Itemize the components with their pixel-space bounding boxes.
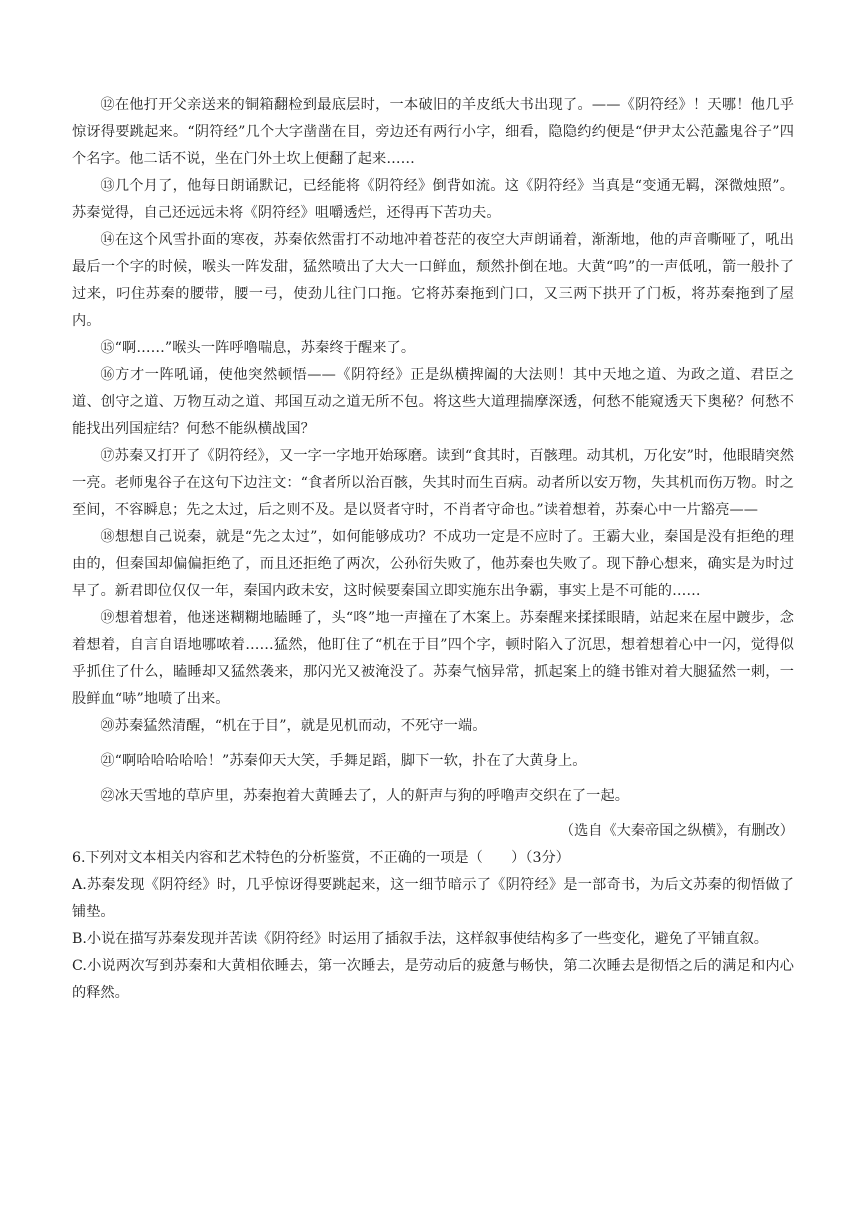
source-citation: （选自《大秦帝国之纵横》，有删改） [559,823,794,839]
paragraph-20: ⑳苏秦猛然清醒，“机在于目”，就是见机而动，不死守一端。 [100,718,487,734]
paragraph-22: ㉒冰天雪地的草庐里，苏秦抱着大黄睡去了，人的鼾声与狗的呼噜声交织在了一起。 [100,788,630,804]
paragraph-19: ⑲想着想着，他迷迷糊糊地瞌睡了，头“咚”地一声撞在了木案上。苏秦醒来揉揉眼睛，站起来在屋中踱步，念着想着，自言自语地哪哝着……猛然，他盯住了“机在于目”四个字，顿时陷入了沉思，想着想着心中一闪，觉得似乎抓住了什么，瞌睡却又猛然袭来，那闪光又被淹没了。苏秦气恼异常，抓起案上的缝书锥对着大腿猛然一刺，一股鲜血“哧”地喷了出来。 [72,610,794,707]
paragraph-21: ㉑“啊哈哈哈哈哈！”苏秦仰天大笑，手舞足蹈，脚下一软，扑在了大黄身上。 [100,753,587,769]
paragraph-13: ⑬几个月了，他每日朗诵默记，已经能将《阴符经》倒背如流。这《阴符经》当真是“变通无羁，深微烛照”。苏秦觉得，自己还远远未将《阴符经》咀嚼透烂，还得再下苦功夫。 [72,178,794,221]
document-page [72,92,794,1007]
paragraph-14: ⑭在这个风雪扑面的寒夜，苏秦依然雷打不动地冲着苍茫的夜空大声朗诵着，渐渐地，他的声音嘶哑了，吼出最后一个字的时候，喉头一阵发甜，猛然喷出了大大一口鲜血，颓然扑倒在地。大黄“呜”的一声低吼，箭一般扑了过来，叼住苏秦的腰带，腰一弓，使劲儿往门口拖。它将苏秦拖到门口，又三两下拱开了门板，将苏秦拖到了屋内。 [72,232,794,329]
option-c: C.小说两次写到苏秦和大黄相依睡去，第一次睡去，是劳动后的疲惫与畅快，第二次睡去是彻悟之后的满足和内心的释然。 [72,958,794,1001]
paragraph-12: ⑫在他打开父亲送来的铜箱翻检到最底层时，一本破旧的羊皮纸大书出现了。——《阴符经》！天哪！他几乎惊讶得要跳起来。“阴符经”几个大字凿凿在目，旁边还有两行小字，细看，隐隐约约便是“伊尹太公范蠡鬼谷子”四个名字。他二话不说，坐在门外土坎上便翻了起来…… [72,97,794,167]
paragraph-16: ⑯方才一阵吼诵，使他突然顿悟——《阴符经》正是纵横捭阖的大法则！其中天地之道、为政之道、君臣之道、创守之道、万物互动之道、邦国互动之道无所不包。将这些大道理揣摩深透，何愁不能窥透天下奥秘？何愁不能找出列国症结？何愁不能纵横战国？ [72,367,794,437]
option-a: A.苏秦发现《阴符经》时，几乎惊讶得要跳起来，这一细节暗示了《阴符经》是一部奇书，为后文苏秦的彻悟做了铺垫。 [72,877,794,920]
paragraph-17: ⑰苏秦又打开了《阴符经》，又一字一字地开始琢磨。读到“食其时，百骸理。动其机，万化安”时，他眼睛突然一亮。老师鬼谷子在这句下边注文：“食者所以治百骸，失其时而生百病。动者所以安万物，失其机而伤万物。时之至间，不容瞬息；先之太过，后之则不及。是以贤者守时，不肖者守命也。”读着想着，苏秦心中一片豁亮—— [72,448,794,518]
question-stem: 6.下列对文本相关内容和艺术特色的分析鉴赏，不正确的一项是（ ）（3分） [72,850,570,866]
paragraph-15: ⑮“啊……”喉头一阵呼噜喘息，苏秦终于醒来了。 [100,340,416,356]
option-b: B.小说在描写苏秦发现并苦读《阴符经》时运用了插叙手法，这样叙事使结构多了一些变化，避免了平铺直叙。 [72,931,768,947]
paragraph-18: ⑱想想自己说秦，就是“先之太过”，如何能够成功？不成功一定是不应时了。王霸大业，秦国是没有拒绝的理由的，但秦国却偏偏拒绝了，而且还拒绝了两次，公孙衍失败了，他苏秦也失败了。现下静心想来，确实是为时过早了。新君即位仅仅一年，秦国内政未安，这时候要秦国立即实施东出争霸，事实上是不可能的…… [72,529,794,599]
